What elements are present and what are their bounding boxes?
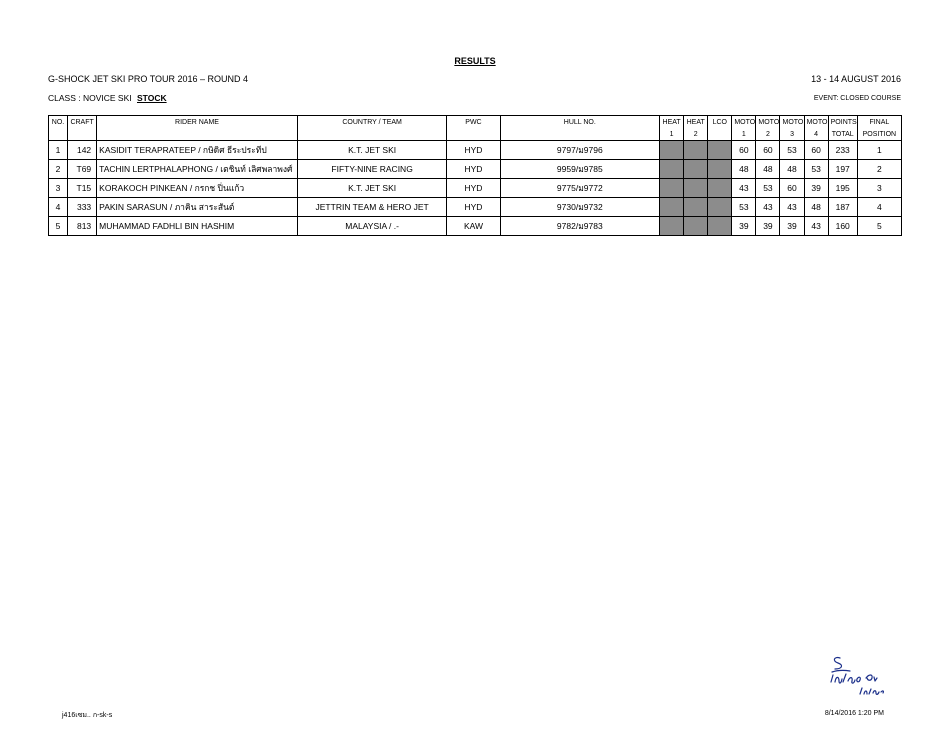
cell-moto-2: 60	[756, 141, 780, 160]
cell-moto-3: 48	[780, 160, 804, 179]
cell-heat-1	[660, 160, 684, 179]
class-sub: STOCK	[137, 93, 167, 103]
cell-moto-1: 48	[732, 160, 756, 179]
cell-rider: MUHAMMAD FADHLI BIN HASHIM	[97, 217, 298, 236]
cell-craft: T69	[68, 160, 97, 179]
cell-heat-1	[660, 179, 684, 198]
cell-heat-2	[684, 179, 708, 198]
cell-moto-1: 53	[732, 198, 756, 217]
cell-no: 1	[49, 141, 68, 160]
cell-no: 5	[49, 217, 68, 236]
cell-rider: PAKIN SARASUN / ภาคิน สาระสันต์	[97, 198, 298, 217]
event-date: 13 - 14 AUGUST 2016	[811, 74, 901, 84]
cell-moto-3: 60	[780, 179, 804, 198]
cell-country: MALAYSIA / .-	[297, 217, 447, 236]
cell-moto-2: 39	[756, 217, 780, 236]
class-label: CLASS : NOVICE SKI	[48, 93, 132, 103]
col-moto-3-sub: 3	[780, 128, 804, 141]
col-heat-2-sub: 2	[684, 128, 708, 141]
cell-craft: 142	[68, 141, 97, 160]
col-heat-2: HEAT	[684, 116, 708, 129]
col-hull: HULL NO.	[500, 116, 660, 129]
cell-lco	[708, 198, 732, 217]
cell-hull: 9782/ม9783	[500, 217, 660, 236]
table-row	[49, 198, 902, 217]
cell-total: 195	[828, 179, 857, 198]
cell-pwc: HYD	[447, 160, 500, 179]
cell-lco	[708, 160, 732, 179]
handwritten-signature	[826, 652, 894, 698]
cell-rider: KASIDIT TERAPRATEEP / กษิดิศ ธีระประทีป	[97, 141, 298, 160]
cell-hull: 9775/ม9772	[500, 179, 660, 198]
cell-craft: 333	[68, 198, 97, 217]
cell-moto-4: 60	[804, 141, 828, 160]
table-row	[49, 141, 902, 160]
col-rider: RIDER NAME	[97, 116, 298, 129]
cell-moto-4: 48	[804, 198, 828, 217]
col-heat-1: HEAT	[660, 116, 684, 129]
cell-craft: 813	[68, 217, 97, 236]
cell-moto-2: 48	[756, 160, 780, 179]
table-row	[49, 160, 902, 179]
cell-country: JETTRIN TEAM & HERO JET	[297, 198, 447, 217]
cell-rider: KORAKOCH PINKEAN / กรกช ปิ่นแก้ว	[97, 179, 298, 198]
col-points: POINTS	[828, 116, 857, 129]
cell-lco	[708, 141, 732, 160]
cell-heat-2	[684, 198, 708, 217]
footer-file-id: j416เซม.. ก-sk-s	[62, 712, 113, 719]
cell-heat-2	[684, 160, 708, 179]
cell-moto-2: 53	[756, 179, 780, 198]
col-moto-1-sub: 1	[732, 128, 756, 141]
cell-moto-3: 39	[780, 217, 804, 236]
cell-pwc: KAW	[447, 217, 500, 236]
cell-moto-1: 43	[732, 179, 756, 198]
cell-country: K.T. JET SKI	[297, 179, 447, 198]
cell-heat-1	[660, 217, 684, 236]
cell-moto-4: 43	[804, 217, 828, 236]
cell-total: 187	[828, 198, 857, 217]
cell-position: 5	[857, 217, 901, 236]
cell-lco	[708, 179, 732, 198]
cell-position: 3	[857, 179, 901, 198]
cell-heat-2	[684, 217, 708, 236]
cell-moto-2: 43	[756, 198, 780, 217]
results-title: RESULTS	[454, 56, 496, 66]
col-moto-4: MOTO	[804, 116, 828, 129]
col-lco: LCO	[708, 116, 732, 129]
col-no: NO.	[49, 116, 68, 129]
col-final-sub: POSITION	[857, 128, 901, 141]
cell-total: 160	[828, 217, 857, 236]
cell-pwc: HYD	[447, 141, 500, 160]
col-moto-1: MOTO	[732, 116, 756, 129]
cell-pwc: HYD	[447, 179, 500, 198]
cell-position: 1	[857, 141, 901, 160]
event-title: G-SHOCK JET SKI PRO TOUR 2016 – ROUND 4	[48, 74, 249, 84]
col-rider-sub	[97, 128, 298, 141]
col-hull-sub	[500, 128, 660, 141]
cell-hull: 9797/ม9796	[500, 141, 660, 160]
cell-moto-1: 60	[732, 141, 756, 160]
col-pwc: PWC	[447, 116, 500, 129]
cell-total: 197	[828, 160, 857, 179]
col-points-sub: TOTAL	[828, 128, 857, 141]
col-country: COUNTRY / TEAM	[297, 116, 447, 129]
cell-moto-3: 53	[780, 141, 804, 160]
header-row-2	[49, 128, 902, 141]
cell-pwc: HYD	[447, 198, 500, 217]
cell-craft: T15	[68, 179, 97, 198]
footer-timestamp: 8/14/2016 1:20 PM	[824, 710, 884, 717]
event-type: EVENT: CLOSED COURSE	[813, 95, 901, 102]
col-lco-sub	[708, 128, 732, 141]
col-moto-2: MOTO	[756, 116, 780, 129]
cell-moto-4: 53	[804, 160, 828, 179]
cell-no: 4	[49, 198, 68, 217]
class-line	[48, 93, 167, 103]
cell-heat-1	[660, 198, 684, 217]
cell-position: 2	[857, 160, 901, 179]
table-row	[49, 179, 902, 198]
table-row	[49, 217, 902, 236]
cell-country: K.T. JET SKI	[297, 141, 447, 160]
cell-hull: 9730/ม9732	[500, 198, 660, 217]
cell-heat-1	[660, 141, 684, 160]
cell-position: 4	[857, 198, 901, 217]
cell-total: 233	[828, 141, 857, 160]
cell-no: 2	[49, 160, 68, 179]
cell-moto-1: 39	[732, 217, 756, 236]
col-craft: CRAFT	[68, 116, 97, 129]
cell-no: 3	[49, 179, 68, 198]
cell-moto-4: 39	[804, 179, 828, 198]
results-table	[48, 115, 902, 236]
col-country-sub	[297, 128, 447, 141]
cell-rider: TACHIN LERTPHALAPHONG / เตชินท์ เลิศพลาพงศ์	[97, 160, 298, 179]
col-no-sub	[49, 128, 68, 141]
cell-moto-3: 43	[780, 198, 804, 217]
col-moto-4-sub: 4	[804, 128, 828, 141]
col-heat-1-sub: 1	[660, 128, 684, 141]
col-moto-3: MOTO	[780, 116, 804, 129]
cell-lco	[708, 217, 732, 236]
cell-country: FIFTY-NINE RACING	[297, 160, 447, 179]
col-final: FINAL	[857, 116, 901, 129]
col-moto-2-sub: 2	[756, 128, 780, 141]
col-pwc-sub	[447, 128, 500, 141]
cell-hull: 9959/ม9785	[500, 160, 660, 179]
cell-heat-2	[684, 141, 708, 160]
col-craft-sub	[68, 128, 97, 141]
header-row-1	[49, 116, 902, 129]
